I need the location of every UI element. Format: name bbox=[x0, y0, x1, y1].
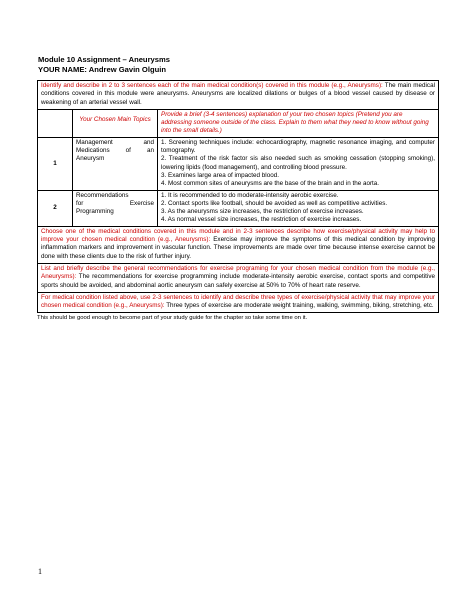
intro-row bbox=[38, 81, 438, 110]
topic-name-line: for Exercise bbox=[76, 199, 154, 207]
topic-name bbox=[73, 138, 158, 190]
footer-note: This should be good enough to become part of your study guide for the chapter so take some time on it. bbox=[37, 315, 308, 321]
page-title bbox=[38, 55, 170, 75]
page-number: 1 bbox=[38, 567, 42, 576]
topic-point: 1. It is recommended to do moderate-intensity aerobic exercise. bbox=[161, 191, 339, 199]
topic-row-1 bbox=[38, 138, 438, 191]
topic-name bbox=[73, 191, 158, 226]
topic-name-line: Programming bbox=[76, 208, 114, 216]
topic-name-line: Management and bbox=[76, 138, 154, 146]
topic-point: 1. Screening techniques include: echocardiography, magnetic resonance imaging, and computer tomography. bbox=[161, 138, 435, 155]
question-row-3 bbox=[38, 293, 438, 313]
topic-points bbox=[158, 191, 438, 226]
explanation-header: Provide a brief (3-4 sentences) explanation of your two chosen topics (Pretend you are addressing someone outside of the class. Explain to them what they need to know without going into the small details.) bbox=[161, 110, 429, 135]
question-prompt: For medical condition listed above, use 2-3 sentences to identify and describe three types of exercise/physical activity that may improve your chosen medical condition (e.g., Aneurysms): bbox=[41, 293, 435, 310]
topic-number: 2 bbox=[38, 191, 73, 226]
question-prompt: List and briefly describe the general recommendations for exercise programing for your chosen medical condition from the module (e.g., Aneurysms): bbox=[41, 264, 435, 281]
topic-point: 3. As the aneurysms size increases, the restriction of exercise increases. bbox=[161, 208, 364, 216]
question-answer: The recommendations for exercise programming include moderate-intensity aerobic exercise, contact sports and competitive sports should be avoided, and abdominal aortic aneurysm can safely exercise at 50% to 70% of heart rate reserve. bbox=[41, 273, 435, 289]
question-answer: Three types of exercise are moderate weight training, walking, swimming, biking, stretching, etc. bbox=[166, 302, 434, 310]
question-row-2 bbox=[38, 264, 438, 293]
assignment-title: Module 10 Assignment – Aneurysms bbox=[38, 55, 170, 64]
topic-points bbox=[158, 138, 438, 190]
student-name: YOUR NAME: Andrew Gavin Olguin bbox=[38, 65, 166, 74]
topic-point: 2. Treatment of the risk factor sis also needed such as smoking cessation (stopping smoking), lowering lipids (food management), and controlling blood pressure. bbox=[161, 155, 435, 171]
topic-point: 4. Most common sites of aneurysms are the base of the brain and in the aorta. bbox=[161, 180, 380, 188]
topic-row-2 bbox=[38, 191, 438, 227]
topics-header-row bbox=[38, 110, 438, 138]
topic-name-line: Aneurysm bbox=[76, 155, 105, 163]
question-answer: Exercise may improve the symptoms of this medical condition by improving inflammation markers and improvement in vascular function. These improvements are made over time because intense exercise cannot be done with these clients due to the risk of further injury. bbox=[41, 236, 436, 260]
question-prompt: Choose one of the medical conditions covered in this module and in 2-3 sentences describe how exercise/physical activity may help to improve your chosen medical condition (e.g., Aneurysms): bbox=[41, 227, 435, 244]
intro-answer: The main medical conditions covered in this module were aneurysms. Aneurysms are localized dilations or bulges of a blood vessel caused by disease or weakening of an arterial vessel wall. bbox=[41, 82, 435, 106]
topics-header: Your Chosen Main Topics bbox=[73, 110, 158, 137]
topic-name-line: Medications of an bbox=[76, 147, 154, 155]
topic-point: 2. Contact sports like football, should be avoided as well as competitive activities. bbox=[161, 199, 388, 207]
intro-prompt: Identify and describe in 2 to 3 sentences each of the main medical condition(s) covered in this module (e.g., Aneurysms): bbox=[41, 82, 383, 89]
question-row-1 bbox=[38, 227, 438, 264]
topic-number: 1 bbox=[38, 138, 73, 190]
topic-point: 4. As normal vessel size increases, the restriction of exercise increases. bbox=[161, 216, 362, 224]
number-header-cell bbox=[38, 110, 73, 137]
assignment-table bbox=[37, 80, 439, 313]
topic-name-line: Recommendations bbox=[76, 191, 129, 199]
topic-point: 3. Examines large area of impacted blood. bbox=[161, 171, 279, 179]
